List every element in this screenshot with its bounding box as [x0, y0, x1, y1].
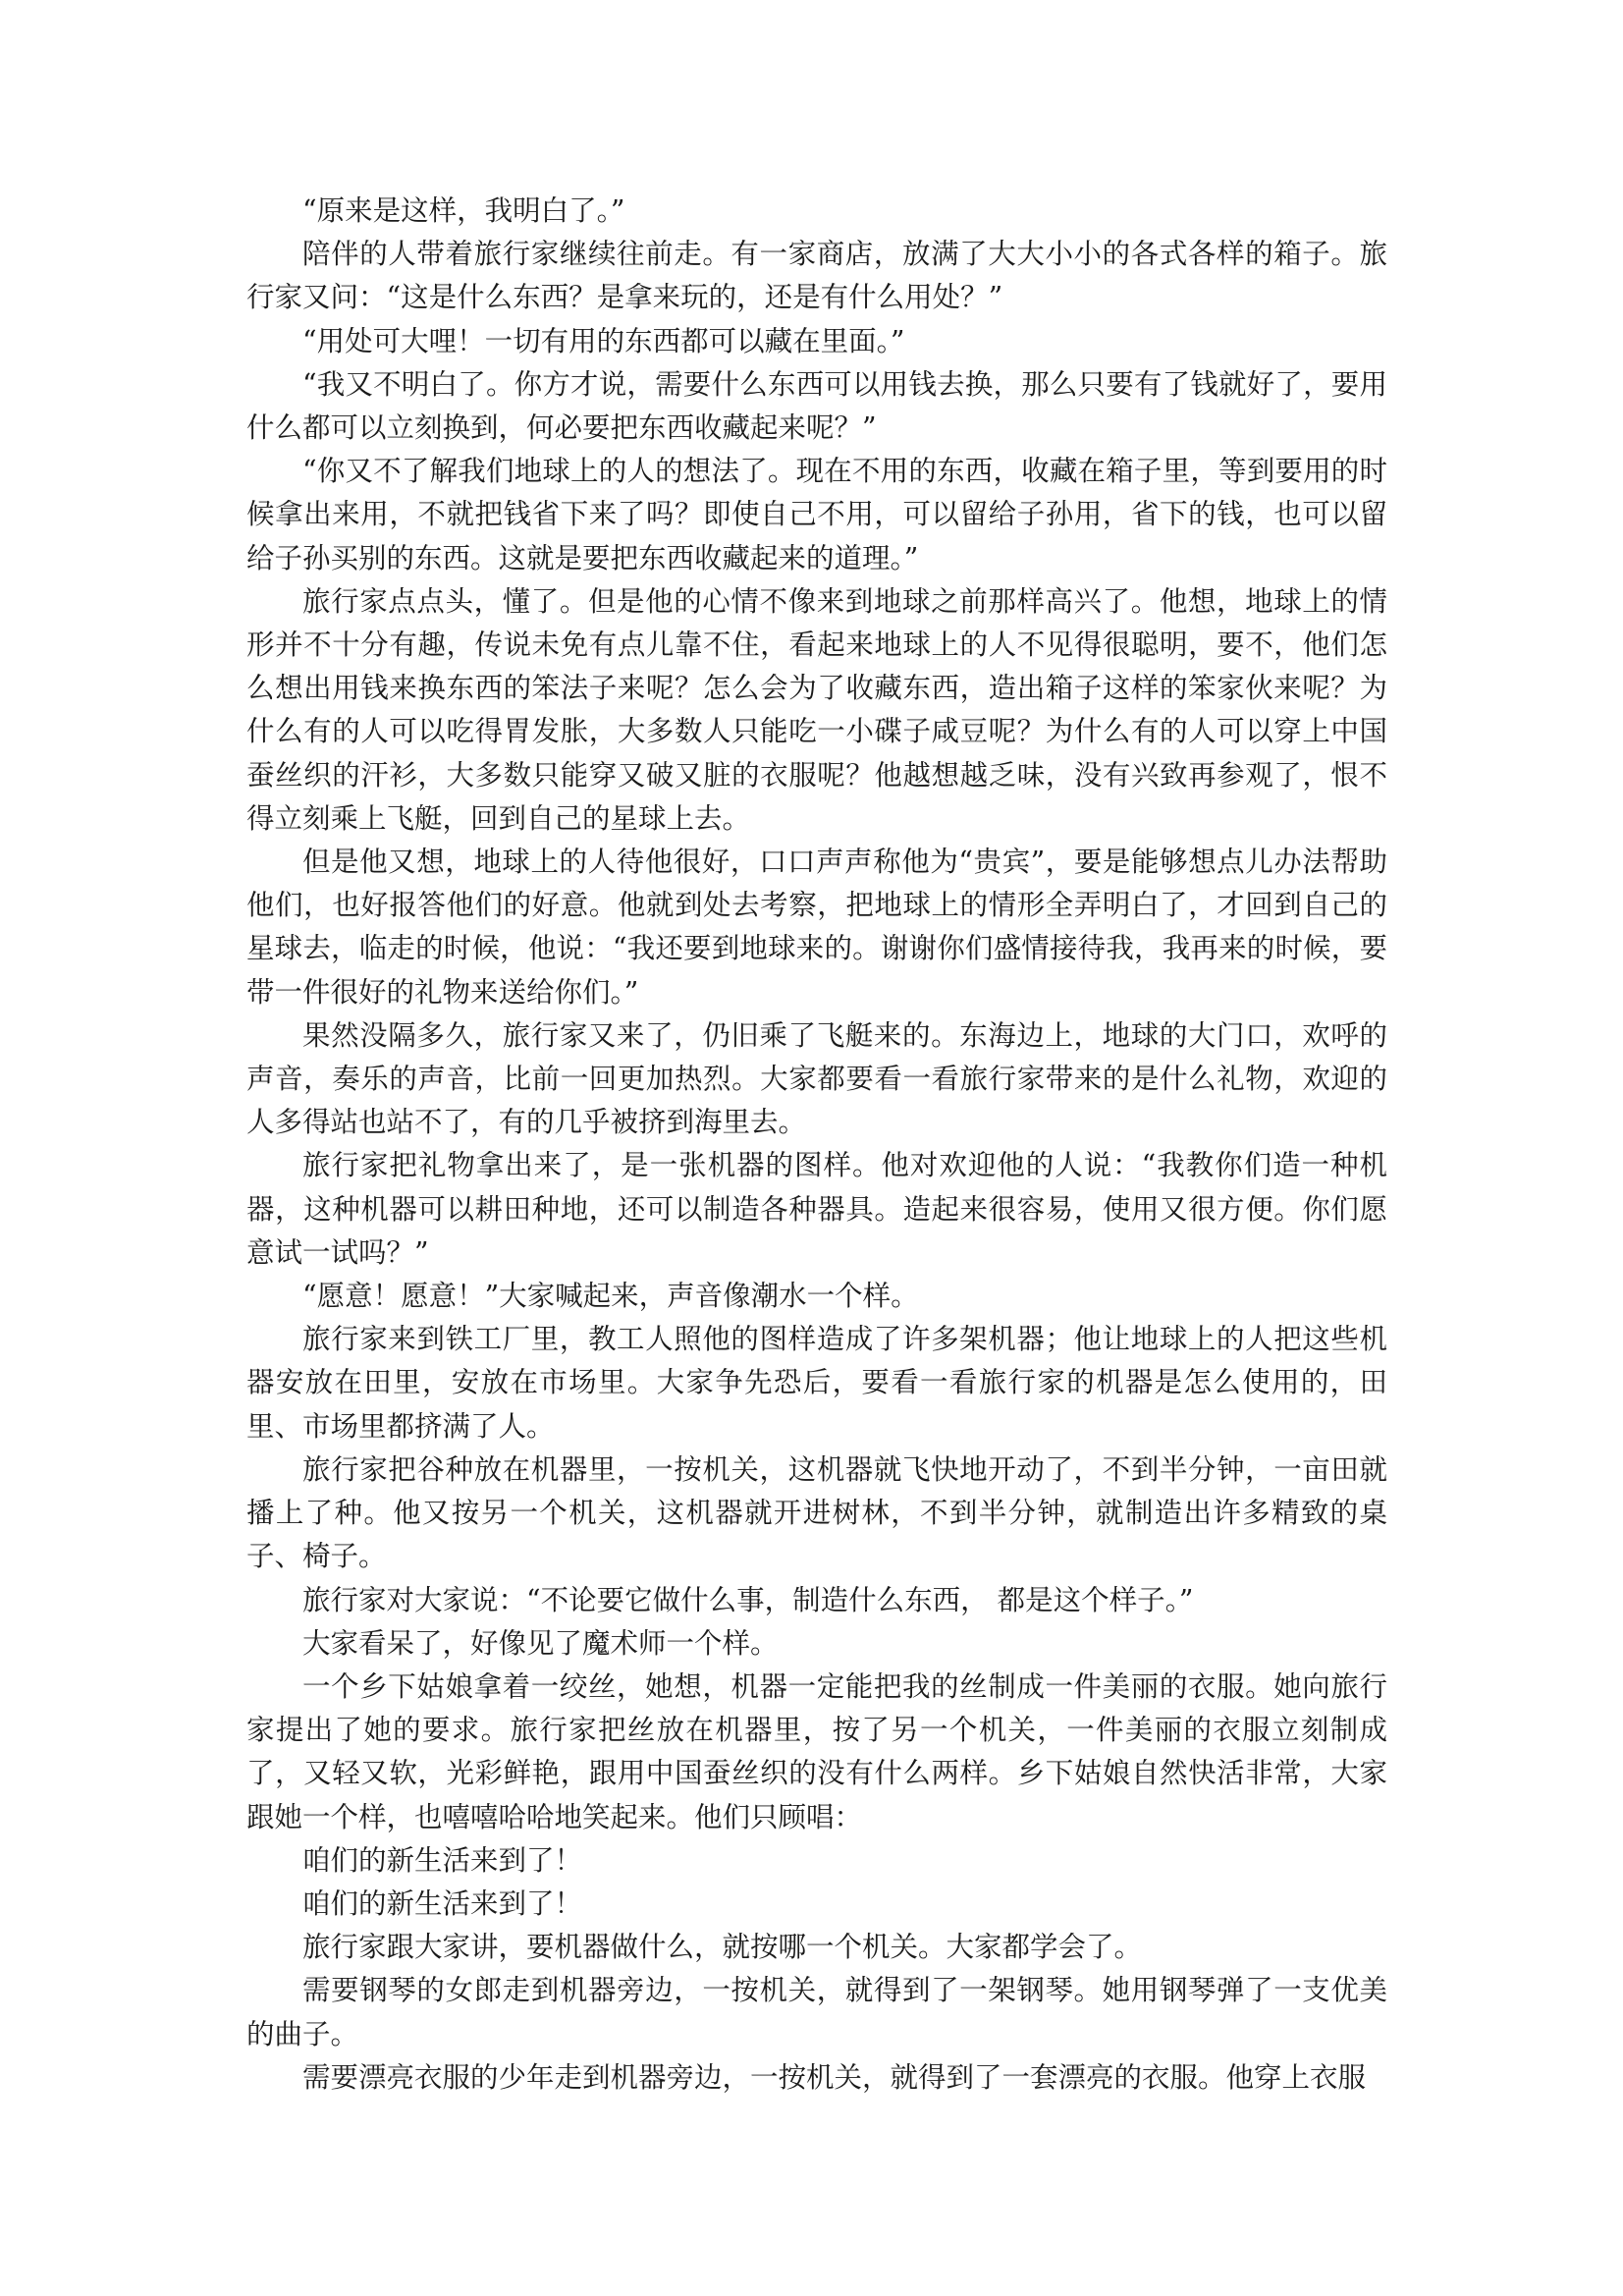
song-line: 咱们的新生活来到了！ [302, 1886, 583, 1920]
song-line: 咱们的新生活来到了！ [302, 1843, 583, 1877]
paragraph: 一个乡下姑娘拿着一绞丝，她想，机器一定能把我的丝制成一件美丽的衣服。她向旅行家提出了她的要求。旅行家把丝放在机器里，按了另一个机关，一件美丽的衣服立刻制成了，又轻又软，光彩鲜艳，跟用中国蚕丝织的没有什么两样。乡下姑娘自然快活非常，大家跟她一个样，也嘻嘻哈哈地笑起来。他们只顾唱： [246, 1669, 1387, 1833]
paragraph: “愿意！愿意！”大家喊起来，声音像潮水一个样。 [302, 1280, 919, 1313]
paragraph: 但是他又想，地球上的人待他很好，口口声声称他为“贵宾”，要是能够想点儿办法帮助他们，也好报答他们的好意。他就到处去考察，把地球上的情形全弄明白了，才回到自己的星球去，临走的时候，他说：“我还要到地球来的。谢谢你们盛情接待我，我再来的时候，要带一件很好的礼物来送给你们。” [246, 846, 1387, 1009]
paragraph: 旅行家把礼物拿出来了，是一张机器的图样。他对欢迎他的人说：“我教你们造一种机器，这种机器可以耕田种地，还可以制造各种器具。造起来很容易，使用又很方便。你们愿意试一试吗？” [246, 1149, 1387, 1269]
paragraph: 旅行家跟大家讲，要机器做什么，就按哪一个机关。大家都学会了。 [302, 1931, 1143, 1964]
document-page [246, 190, 1387, 2100]
paragraph: 旅行家把谷种放在机器里，一按机关，这机器就飞快地开动了，不到半分钟，一亩田就播上了种。他又按另一个机关，这机器就开进树林，不到半分钟，就制造出许多精致的桌子、椅子。 [246, 1452, 1387, 1573]
paragraph: 大家看呆了，好像见了魔术师一个样。 [302, 1626, 779, 1660]
paragraph: “用处可大哩！一切有用的东西都可以藏在里面。” [302, 324, 905, 357]
paragraph: “原来是这样，我明白了。” [302, 194, 625, 227]
paragraph: 需要漂亮衣服的少年走到机器旁边，一按机关，就得到了一套漂亮的衣服。他穿上衣服 [302, 2060, 1367, 2094]
paragraph: 旅行家来到铁工厂里，教工人照他的图样造成了许多架机器；他让地球上的人把这些机器安放在田里，安放在市场里。大家争先恐后，要看一看旅行家的机器是怎么使用的，田里、市场里都挤满了人。 [246, 1323, 1387, 1443]
paragraph: 果然没隔多久，旅行家又来了，仍旧乘了飞艇来的。东海边上，地球的大门口，欢呼的声音，奏乐的声音，比前一回更加热烈。大家都要看一看旅行家带来的是什么礼物，欢迎的人多得站也站不了，有的几乎被挤到海里去。 [246, 1018, 1387, 1139]
paragraph: 旅行家对大家说：“不论要它做什么事，制造什么东西， 都是这个样子。” [302, 1583, 1194, 1616]
paragraph: 陪伴的人带着旅行家继续往前走。有一家商店，放满了大大小小的各式各样的箱子。旅行家又问：“这是什么东西？是拿来玩的，还是有什么用处？” [246, 238, 1387, 314]
paragraph: “你又不了解我们地球上的人的想法了。现在不用的东西，收藏在箱子里，等到要用的时候拿出来用，不就把钱省下来了吗？即使自己不用，可以留给子孙用，省下的钱，也可以留给子孙买别的东西。这就是要把东西收藏起来的道理。” [246, 455, 1387, 574]
paragraph: 旅行家点点头，懂了。但是他的心情不像来到地球之前那样高兴了。他想，地球上的情形并不十分有趣，传说未免有点儿靠不住，看起来地球上的人不见得很聪明，要不，他们怎么想出用钱来换东西的笨法子来呢？怎么会为了收藏东西，造出箱子这样的笨家伙来呢？为什么有的人可以吃得胃发胀，大多数人只能吃一小碟子咸豆呢？为什么有的人可以穿上中国蚕丝织的汗衫，大多数只能穿又破又脏的衣服呢？他越想越乏味，没有兴致再参观了，恨不得立刻乘上飞艇，回到自己的星球上去。 [246, 584, 1387, 835]
paragraph: “我又不明白了。你方才说，需要什么东西可以用钱去换，那么只要有了钱就好了，要用什么都可以立刻换到，何必要把东西收藏起来呢？” [246, 367, 1387, 445]
paragraph: 需要钢琴的女郎走到机器旁边，一按机关，就得到了一架钢琴。她用钢琴弹了一支优美的曲子。 [246, 1974, 1387, 2050]
